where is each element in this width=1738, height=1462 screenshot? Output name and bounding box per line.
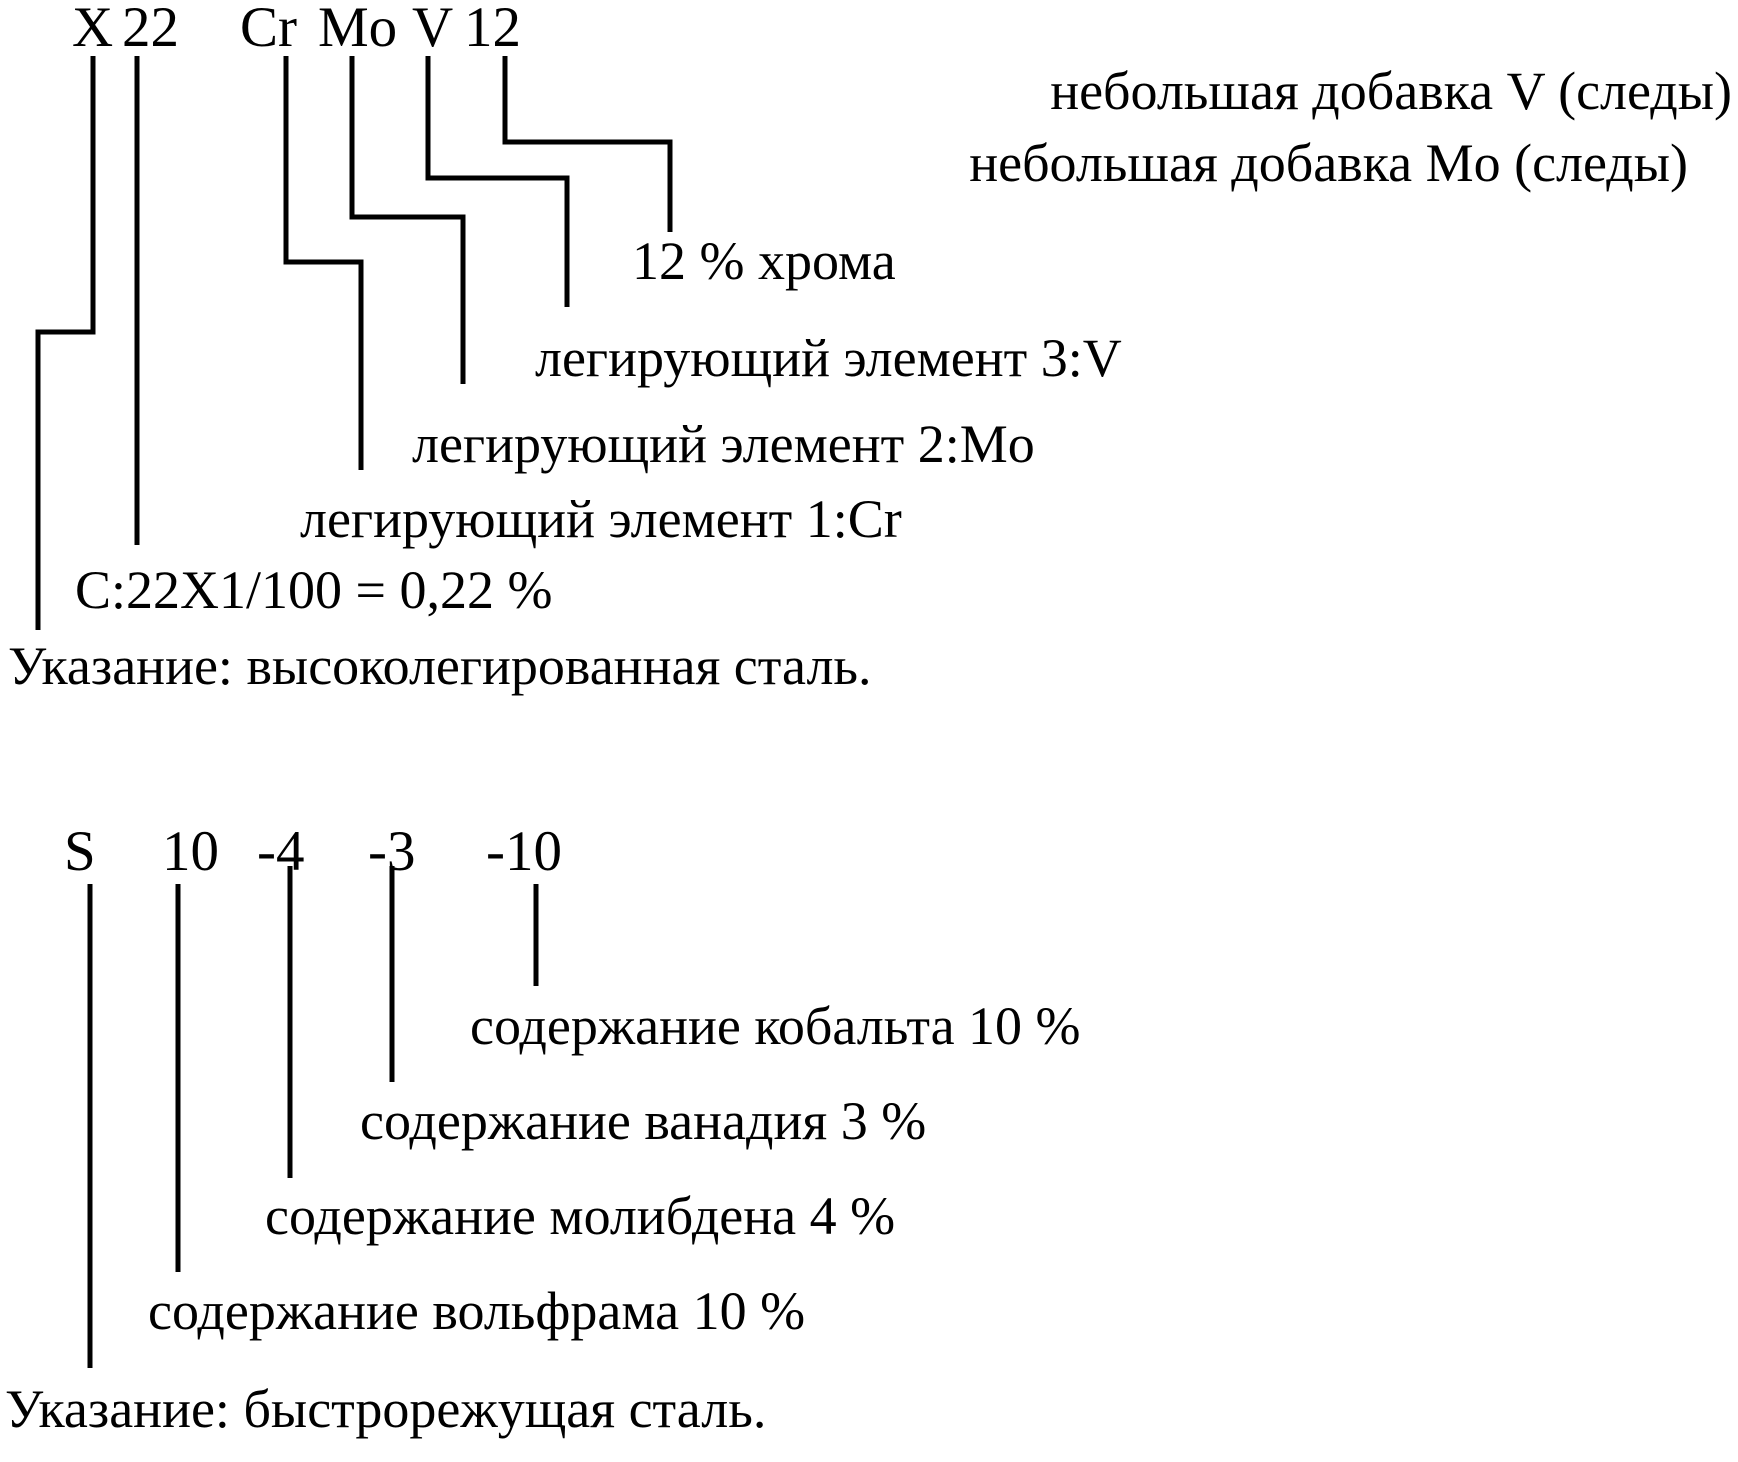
line-12-to-chromium bbox=[505, 56, 670, 232]
token-12: 12 bbox=[464, 0, 521, 59]
label-trace-mo: небольшая добавка Mo (следы) bbox=[969, 133, 1688, 193]
label-chromium: 12 % хрома bbox=[632, 231, 896, 291]
label-carbon: C:22X1/100 = 0,22 % bbox=[75, 560, 553, 620]
token-10: 10 bbox=[162, 820, 219, 883]
label-note-high-speed: Указание: быстрорежущая сталь. bbox=[5, 1379, 767, 1439]
example-1-high-alloy-steel bbox=[8, 0, 1732, 696]
label-alloy1: легирующий элемент 1:Cr bbox=[300, 489, 902, 549]
label-alloy3: легирующий элемент 3:V bbox=[535, 328, 1122, 388]
token-minus-10: -10 bbox=[486, 820, 562, 883]
label-vanadium: содержание ванадия 3 % bbox=[360, 1091, 927, 1151]
token-22: 22 bbox=[122, 0, 179, 59]
example-2-high-speed-steel bbox=[5, 820, 1081, 1439]
label-molybdenum: содержание молибдена 4 % bbox=[265, 1186, 896, 1246]
token-s: S bbox=[64, 820, 96, 883]
label-tungsten: содержание вольфрама 10 % bbox=[148, 1281, 806, 1341]
label-trace-v: небольшая добавка V (следы) bbox=[1050, 61, 1732, 121]
label-note-high-alloy: Указание: высоколегированная сталь. bbox=[8, 636, 872, 696]
token-minus-3: -3 bbox=[368, 820, 416, 883]
token-cr: Cr bbox=[240, 0, 297, 59]
label-alloy2: легирующий элемент 2:Mo bbox=[412, 414, 1035, 474]
line-v-to-alloy3 bbox=[428, 56, 567, 307]
token-v: V bbox=[412, 0, 454, 59]
token-x: X bbox=[72, 0, 114, 59]
label-cobalt: содержание кобальта 10 % bbox=[470, 996, 1081, 1056]
line-x-to-note bbox=[38, 56, 93, 630]
token-mo: Mo bbox=[318, 0, 398, 59]
token-minus-4: -4 bbox=[257, 820, 305, 883]
line-mo-to-alloy2 bbox=[352, 56, 463, 384]
